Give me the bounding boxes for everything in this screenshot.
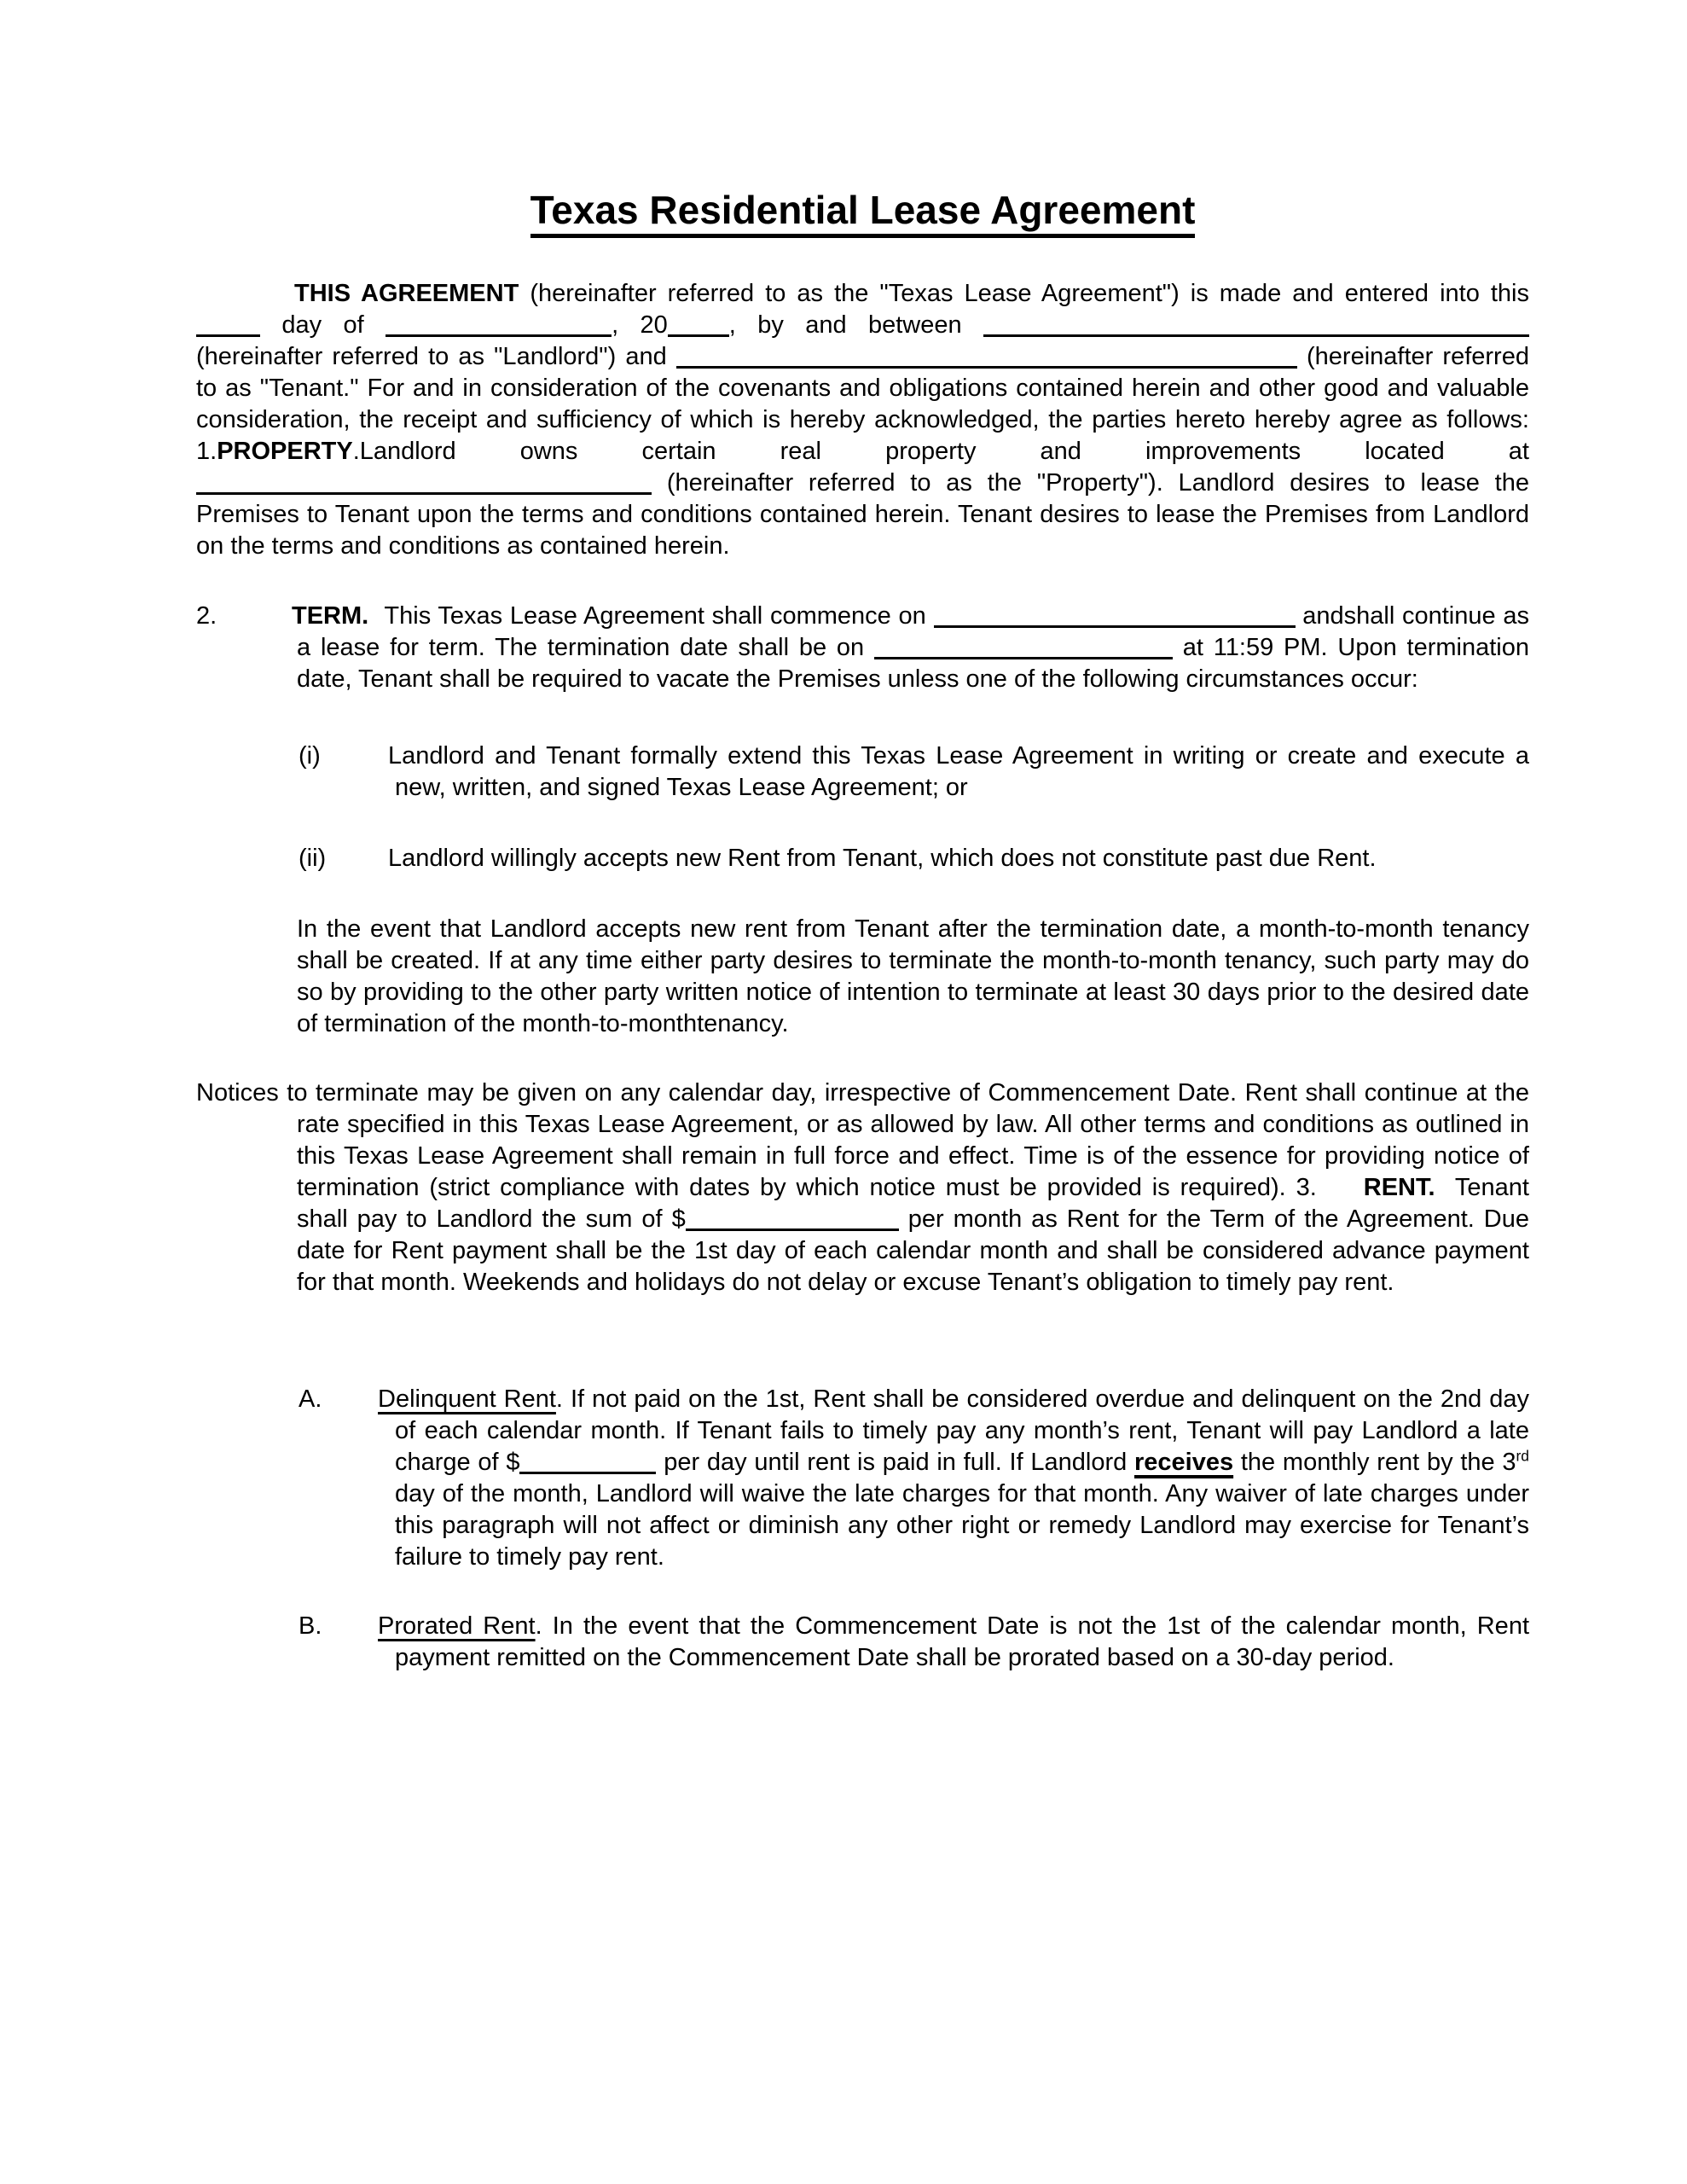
document-title-text: Texas Residential Lease Agreement bbox=[530, 188, 1196, 238]
blank-field bbox=[874, 634, 1173, 659]
blank-field bbox=[934, 602, 1296, 628]
text-run: Prorated Rent bbox=[378, 1612, 536, 1640]
term-clause-i bbox=[196, 741, 1529, 804]
term-clause-ii bbox=[196, 843, 1529, 874]
section-term-body bbox=[292, 602, 1529, 693]
clause-prorated-rent-body bbox=[378, 1612, 1529, 1671]
document-title bbox=[196, 186, 1529, 234]
text-run: . In the event that the Commencement Date is not the 1st of the calendar month, Rent payment remitted on the Commencement Date shall be prorated based on a 30-day period. bbox=[395, 1612, 1529, 1671]
text-run: , 20 bbox=[612, 311, 668, 339]
text-run: (hereinafter referred to as "Landlord") and bbox=[196, 343, 676, 370]
text-run: This Texas Lease Agreement shall commence on bbox=[377, 602, 934, 630]
term-clause-i-body bbox=[388, 742, 1529, 801]
term-clause-ii-marker: (ii) bbox=[299, 845, 327, 872]
text-run: Delinquent Rent bbox=[378, 1385, 556, 1413]
text-run: day of bbox=[260, 311, 386, 339]
text-run: per day until rent is paid in full. If Landlord bbox=[656, 1449, 1134, 1476]
text-run: (hereinafter referred to as the "Property"). Landlord desires to lease the Premises to Tenant upon the terms and conditions contained herein. Tenant desires to lease the Premises from Landlord on the terms and conditions as contained herein. bbox=[196, 469, 1529, 560]
blank-field bbox=[196, 311, 260, 337]
term-clause-i-marker: (i) bbox=[299, 742, 321, 770]
text-run: Landlord and Tenant formally extend this Texas Lease Agreement in writing or create and execute a new, written, and signed Texas Lease Agreement; or bbox=[388, 742, 1529, 801]
text-run: .Landlord owns certain real property and improvements located at bbox=[352, 438, 1529, 465]
text-run: receives bbox=[1134, 1449, 1234, 1476]
clause-delinquent-rent-marker: A. bbox=[299, 1385, 322, 1413]
month-to-month-paragraph bbox=[297, 914, 1529, 1040]
text-run: at 11:59 PM. Upon termination date, Tenant shall be required to vacate the Premises unless one of the following circumstances occur: bbox=[297, 634, 1529, 693]
blank-field bbox=[386, 311, 612, 337]
text-run: PROPERTY bbox=[217, 438, 353, 465]
text-run: rd bbox=[1516, 1447, 1529, 1465]
notices-rent-paragraph bbox=[196, 1077, 1529, 1298]
text-run: , by and between bbox=[728, 311, 983, 339]
clause-prorated-rent-marker: B. bbox=[299, 1612, 322, 1640]
term-clause-ii-body bbox=[388, 845, 1377, 872]
text-run: (hereinafter referred to as the "Texas Lease Agreement") is made and entered into this bbox=[519, 280, 1529, 307]
text-run: Landlord willingly accepts new Rent from Tenant, which does not constitute past due Rent. bbox=[388, 845, 1377, 872]
text-run: . If not paid on the 1st, Rent shall be considered overdue and delinquent on the 2nd day of each calendar month. If Tenant fails to timely pay any month’s rent, Tenant will pay Landlord a late charge of $ bbox=[395, 1385, 1529, 1476]
blank-field bbox=[676, 343, 1297, 369]
section-term bbox=[196, 601, 1529, 695]
text-run: (hereinafter referred to as "Tenant." For and in consideration of the covenants and obligations contained herein and other good and valuable consideration, the receipt and sufficiency of which is hereby acknowledged, the parties hereto hereby agree as follows: 1. bbox=[196, 343, 1529, 465]
blank-field bbox=[519, 1449, 656, 1474]
blank-field bbox=[196, 469, 652, 495]
text-run: the monthly rent by the 3 bbox=[1233, 1449, 1516, 1476]
clause-delinquent-rent bbox=[196, 1384, 1529, 1573]
text-run: TERM. bbox=[292, 602, 369, 630]
section-term-number: 2. bbox=[196, 602, 217, 630]
text-run: andshall continue as a lease for term. The termination date shall be on bbox=[297, 602, 1529, 661]
blank-field bbox=[668, 311, 729, 337]
text-run: Notices to terminate may be given on any calendar day, irrespective of Commencement Date. Rent shall continue at the rate specified in this Texas Lease Agreement, or as allowed by law. All other terms and conditions as outlined in this Texas Lease Agreement shall remain in full force and effect. Time is of the essence for providing notice of termination (strict compliance with dates by which notice must be provided is required). 3. bbox=[196, 1079, 1529, 1201]
text-run: In the event that Landlord accepts new rent from Tenant after the termination date, a month-to-month tenancy shall be created. If at any time either party desires to terminate the month-to-month tenancy, such party may do so by providing to the other party written notice of intention to terminate at least 30 days prior to the desired date of termination of the month-to-monthtenancy. bbox=[297, 915, 1529, 1037]
clause-delinquent-rent-body bbox=[378, 1385, 1529, 1571]
text-run: THIS AGREEMENT bbox=[294, 280, 519, 307]
text-run: day of the month, Landlord will waive the late charges for that month. Any waiver of late charges under this paragraph will not affect or diminish any other right or remedy Landlord may exercise for Tenant’s failure to timely pay rent. bbox=[395, 1480, 1529, 1571]
clause-prorated-rent bbox=[196, 1611, 1529, 1674]
blank-field bbox=[686, 1205, 899, 1231]
text-run: RENT. bbox=[1363, 1174, 1435, 1201]
intro-paragraph bbox=[196, 278, 1529, 562]
text-run: Tenant shall pay to Landlord the sum of $ bbox=[297, 1174, 1529, 1233]
blank-field bbox=[983, 311, 1529, 337]
text-run: per month as Rent for the Term of the Agreement. Due date for Rent payment shall be the 1st day of each calendar month and shall be considered advance payment for that month. Weekends and holidays do not delay or excuse Tenant’s obligation to timely pay rent. bbox=[297, 1205, 1529, 1296]
